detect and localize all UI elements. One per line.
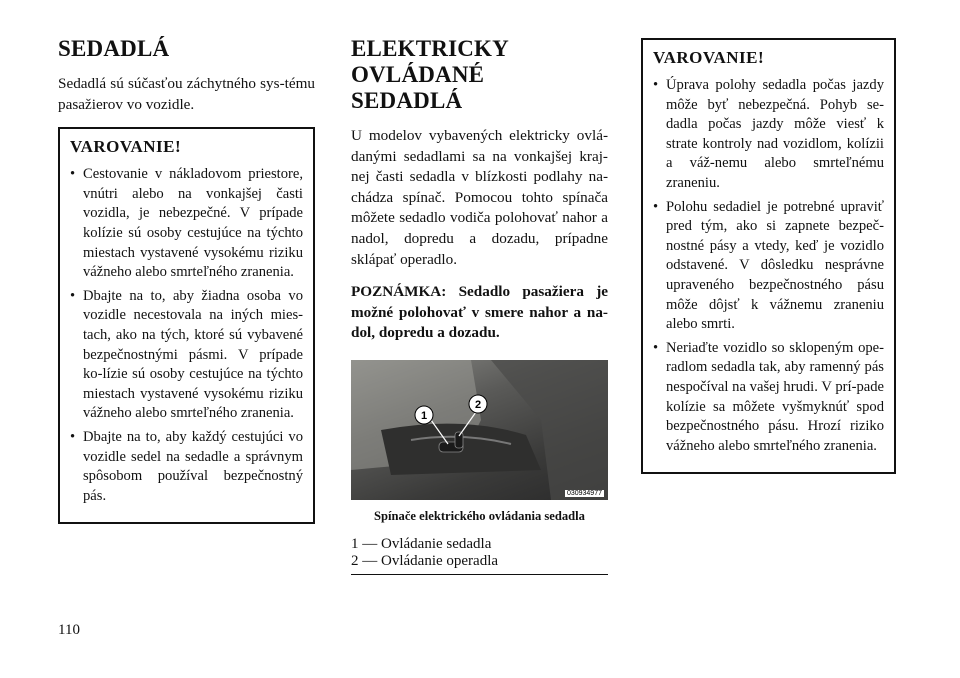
figure-legend bbox=[351, 536, 608, 575]
section-heading-power-seats bbox=[351, 36, 608, 114]
warning-title: VAROVANIE! bbox=[70, 137, 182, 157]
image-code: 030934977 bbox=[566, 489, 602, 497]
power-seats-body: U modelov vybavených elektricky ovlá-danými sedadlami sa na vonkajšej kraj-nej časti sedadla v blízkosti podlahy na-chádza spínač. Pomocou tohto spínača môžete sedadlo vodiča polohovať nahor a nadol, dopredu a dozadu, prípadne sklápať operadlo. bbox=[351, 127, 608, 268]
heading-line-1: ELEKTRICKY OVLÁDANÉ bbox=[351, 36, 509, 87]
middle-column bbox=[351, 30, 608, 575]
callout-2: 2 bbox=[474, 398, 482, 411]
warning-box-left bbox=[58, 127, 315, 524]
note-text: POZNÁMKA: Sedadlo pasažiera je možné polohovať v smere nahor a na-dol, dopredu a dozadu. bbox=[351, 283, 608, 342]
page-number: 110 bbox=[58, 622, 80, 638]
warning-list bbox=[70, 165, 303, 506]
seats-intro-text: Sedadlá sú súčasťou záchytného sys-tému pasažierov vo vozidle. bbox=[58, 75, 315, 113]
warning-item: • Dbajte na to, aby každý cestujúci vo vozidle sedel na sedadle a správnym spôsobom používal bezpečnostný pás. bbox=[70, 428, 303, 506]
callout-1: 1 bbox=[420, 409, 428, 422]
seat-switch-photo bbox=[351, 360, 608, 500]
warning-title: VAROVANIE! bbox=[653, 48, 765, 67]
warning-item: • Cestovanie v nákladovom priestore, vnútri alebo na vonkajšej časti vozidla, je nebezpečné. V prípade kolízie sú osoby cestujúce na týchto miestach vystavené vysokému riziku vážneho alebo smrteľného zranenia. bbox=[70, 165, 303, 283]
warning-item: • Neriaďte vozidlo so sklopeným ope-radlom sedadla tak, aby ramenný pás nespočíval na vašej hrudi. V prí-pade kolízie sa môžete vyšmyknúť spod bezpečnostného pásu. Hrozí riziko vážneho alebo smrteľného zranenia. bbox=[653, 339, 884, 457]
warning-item: • Dbajte na to, aby žiadna osoba vo vozidle necestovala na iných mies-tach, ako na tých, ktoré sú vybavené bezpečnostnými pásmi. V prípade ko-lízie sú osoby cestujúce na týchto miestach vystavené vysokému riziku vážneho alebo smrteľného zranenia. bbox=[70, 287, 303, 424]
section-heading-seats: SEDADLÁ bbox=[58, 36, 170, 61]
left-column bbox=[58, 30, 315, 524]
seat-illustration bbox=[351, 360, 608, 500]
heading-line-2: SEDADLÁ bbox=[351, 88, 463, 113]
legend-item: 2 — Ovládanie operadla bbox=[351, 552, 499, 569]
warning-item: • Polohu sedadiel je potrebné upraviť pred tým, ako si zapnete bezpeč-nostné pásy a vtedy, keď je vozidlo odstavené. V dôsledku nesprávne upraveného bezpečnostného pásu môže dôjsť k vážnemu zraneniu alebo smrti. bbox=[653, 198, 884, 335]
right-column bbox=[641, 38, 896, 474]
figure-caption: Spínače elektrického ovládania sedadla bbox=[374, 508, 585, 523]
warning-box-right bbox=[641, 38, 896, 474]
warning-list bbox=[653, 76, 884, 456]
legend-item: 1 — Ovládanie sedadla bbox=[351, 535, 492, 552]
warning-item: • Úprava polohy sedadla počas jazdy môže byť nebezpečná. Pohyb se-dadla počas jazdy môže viesť k strate kontroly nad vozidlom, kolízii a váž-nemu alebo smrteľnému zraneniu. bbox=[653, 76, 884, 194]
